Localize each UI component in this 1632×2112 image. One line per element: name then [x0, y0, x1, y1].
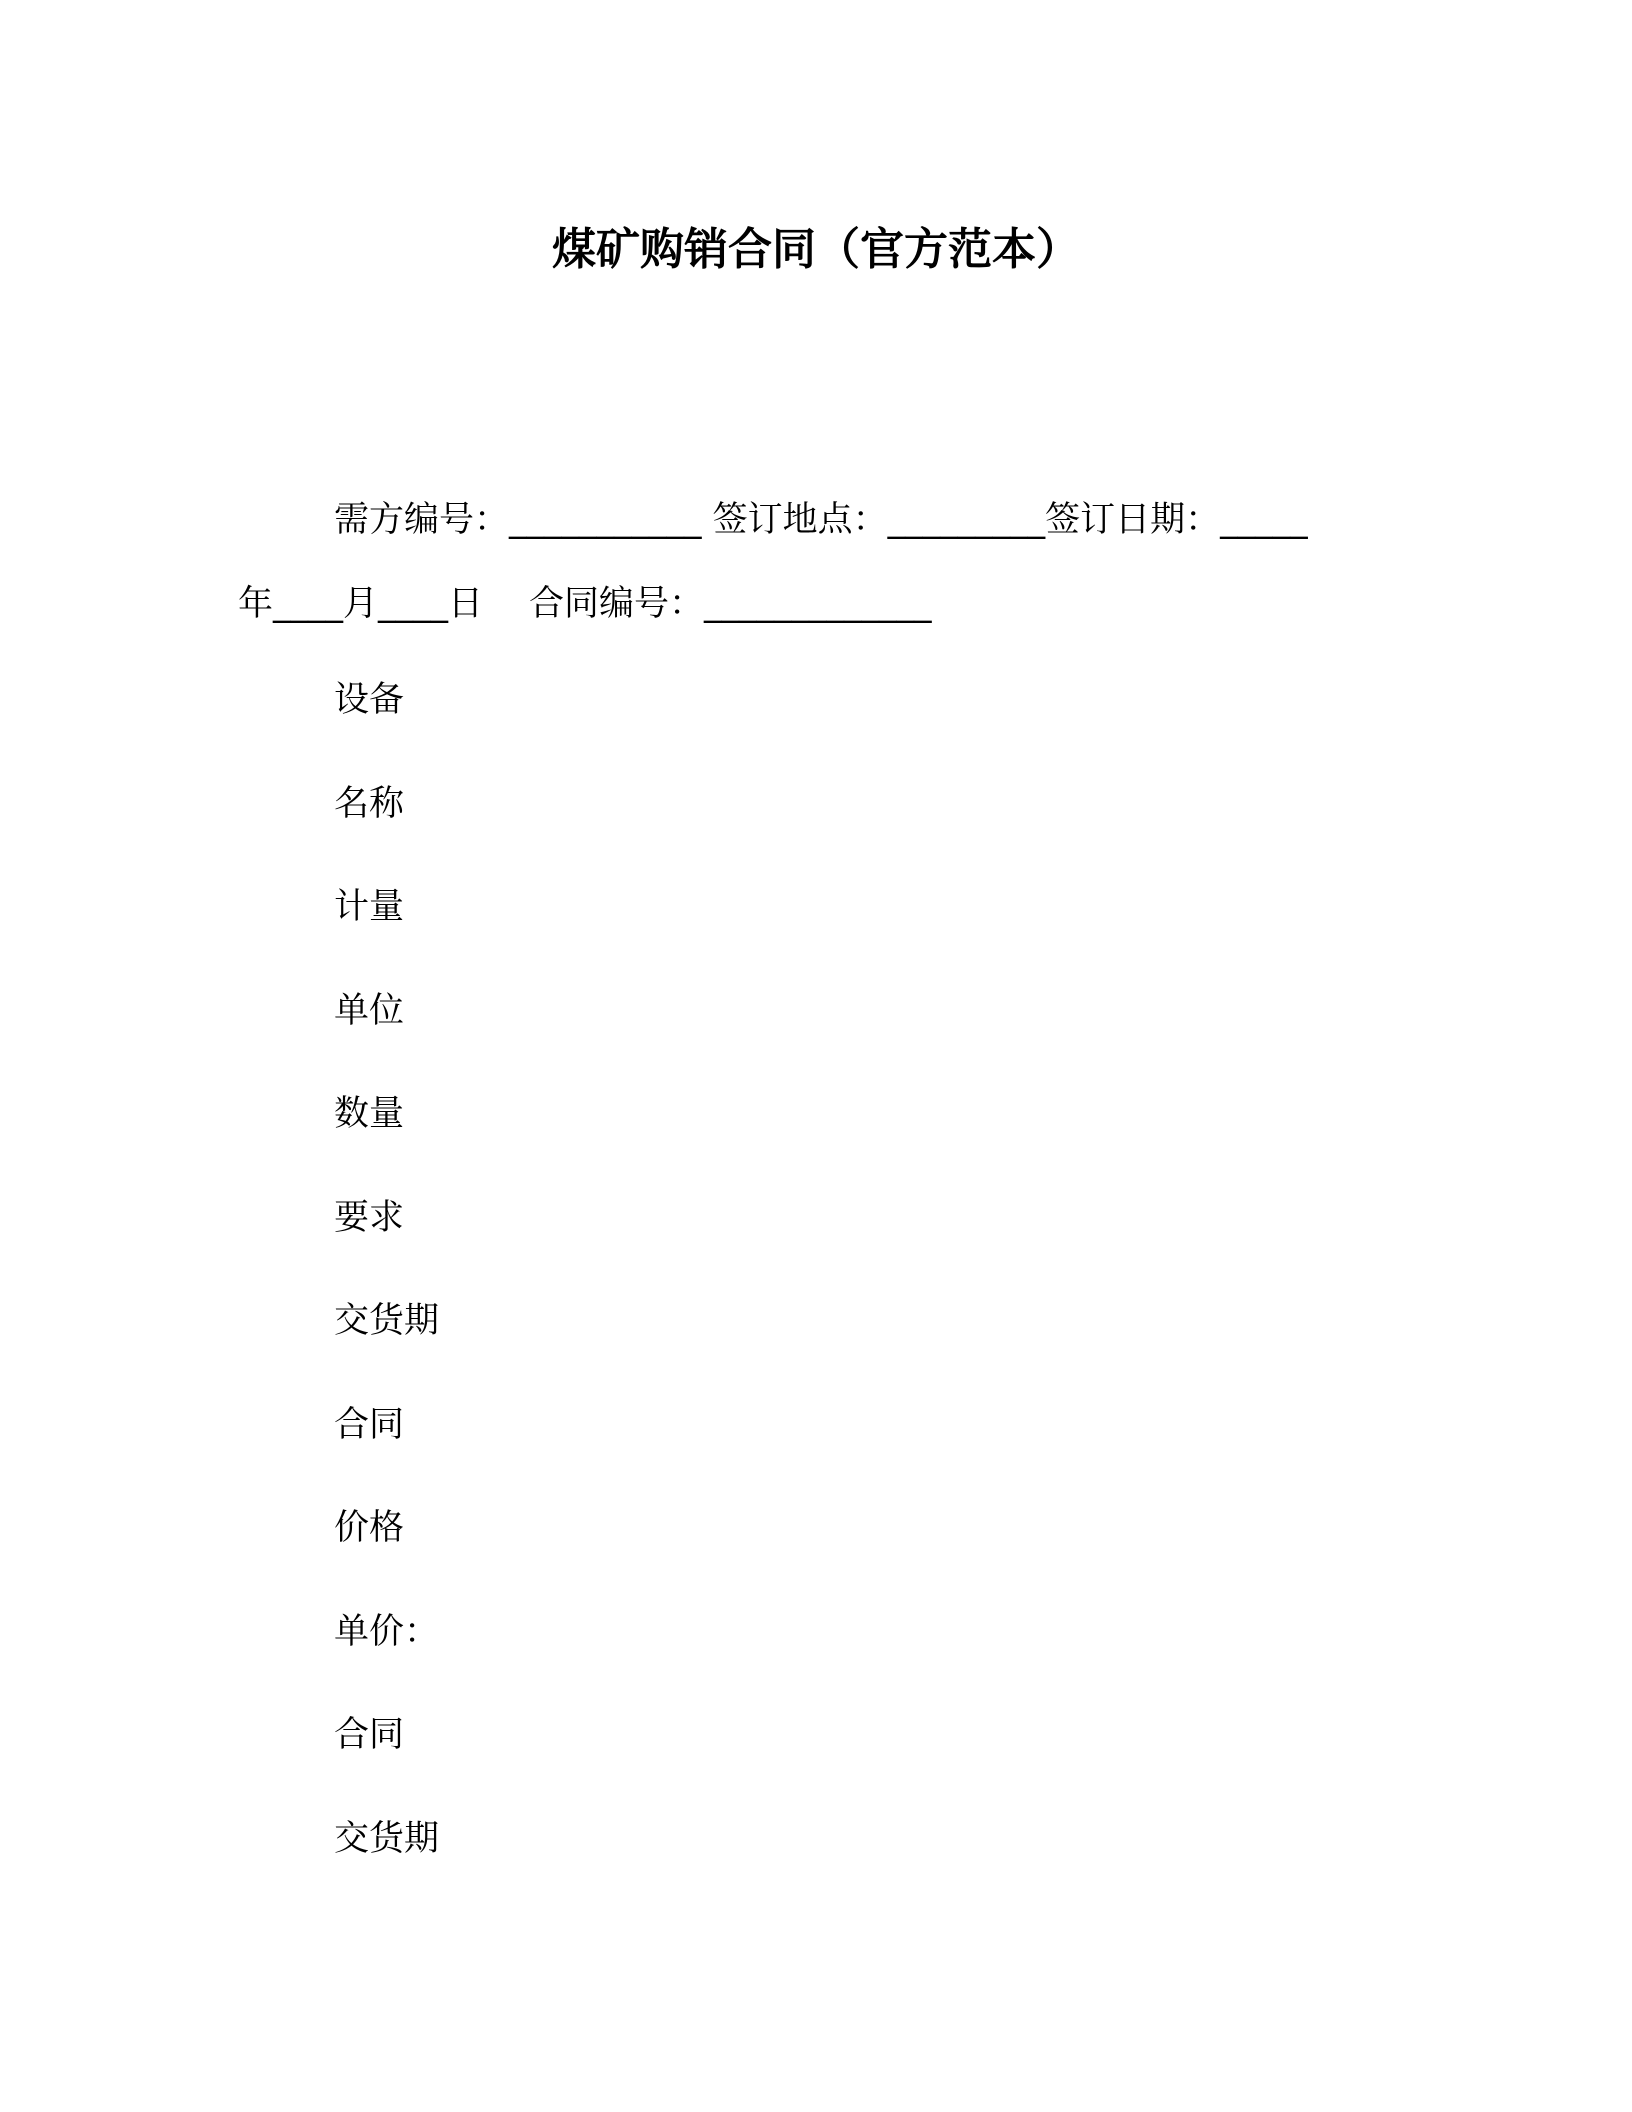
- field-label: 单位: [334, 990, 405, 1031]
- field-label: 合同: [334, 1404, 405, 1445]
- document-title: 煤矿购销合同（官方范本）: [552, 224, 1080, 275]
- field-label: 设备: [334, 680, 405, 720]
- field-label: 价格: [334, 1508, 405, 1548]
- contract-number-field: 合同编号：_____________: [529, 584, 932, 624]
- field-label: 数量: [334, 1094, 405, 1134]
- header-info-line-2: [238, 580, 932, 628]
- field-label: 合同: [334, 1715, 405, 1755]
- field-label: 要求: [334, 1197, 405, 1238]
- field-label: 单价：: [334, 1611, 440, 1652]
- signing-date-fields: 年____月____日: [238, 584, 484, 624]
- contract-fields-list: [334, 676, 439, 1918]
- field-label: 名称: [334, 783, 405, 824]
- field-label: 交货期: [334, 1818, 440, 1859]
- field-label: 交货期: [334, 1301, 440, 1341]
- header-info-line-1: 需方编号：___________ 签订地点：_________签订日期：_____: [334, 500, 1308, 540]
- field-label: 计量: [334, 887, 405, 927]
